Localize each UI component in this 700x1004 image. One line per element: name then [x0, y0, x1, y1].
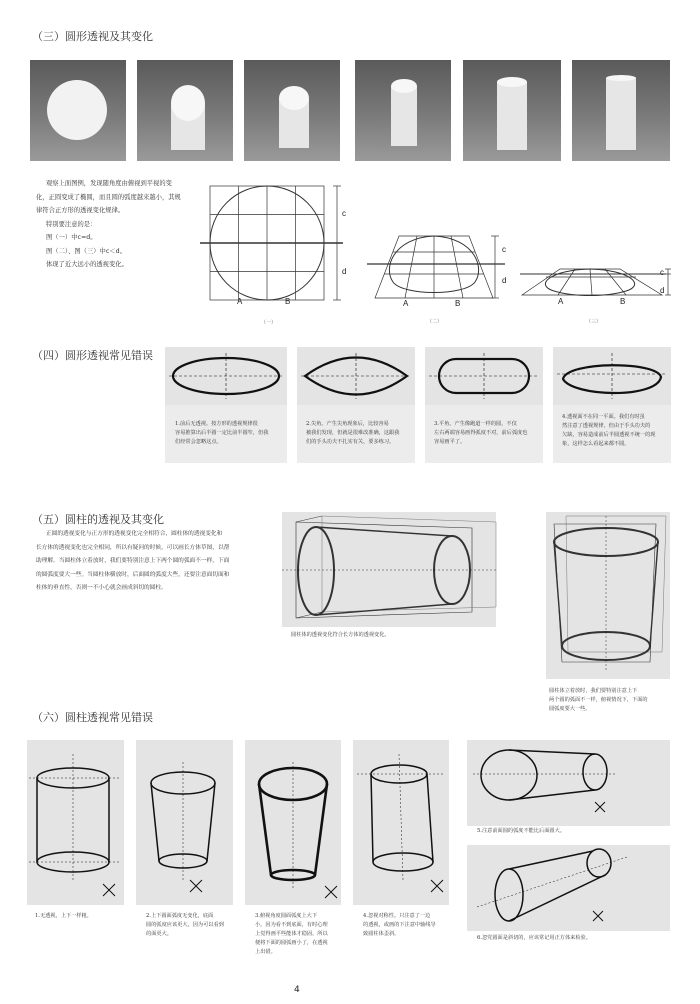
- svg-text:A: A: [403, 299, 409, 308]
- svg-text:B: B: [620, 297, 626, 306]
- photo-cylinder-6: [572, 60, 670, 161]
- cyl-error-caption-6: 6.忽党圆面是斜切的，应该常记用正方体来检验。: [477, 935, 591, 941]
- horizontal-cylinder-figure: [282, 512, 496, 627]
- photo-cylinder-3: [244, 60, 340, 161]
- section-4-title: （四）圆形透视常见错误: [32, 349, 153, 362]
- error-caption-3: 3.平角。产生像跑道一样的圆，不仅 左右两端容易画得弧度不对，前后弧度也 容易画平了。: [434, 421, 528, 445]
- error-panel-3: [425, 347, 543, 405]
- cyl-error-panel-2: [136, 740, 233, 905]
- cyl-error-caption-4: 4.忽视对称性。只注意了一边 的透视，或画的下注意中轴线导 致圆柱体歪斜。: [363, 913, 436, 937]
- section-5-text: 正圆的透视变化与正方形的透视变化完全相符合，圆柱体的透视变化和 长方体的透视变化也完全相同，所以有疑问的时候，可以画长方体草图，以帮 助理解。当圆柱体立着放时，我们要特别注意上下两个圆的弧面不一样，下面 的圆弧度要大一些。当圆柱体横放时，后面圆的弧度大些，还要注意面切面和 柱体的垂直性，否则一不小心就会画成斜切的圆柱。: [36, 531, 230, 591]
- svg-text:A: A: [558, 297, 564, 306]
- cylinder-top-view-image: [30, 60, 126, 161]
- diagram-flat-ellipse: [520, 255, 680, 330]
- svg-text:d: d: [502, 276, 507, 285]
- cyl-error-caption-5: 5.注意前面圆的弧度不能比后面圆大。: [477, 828, 565, 834]
- photo-cylinder-1: [30, 60, 126, 161]
- photo-cylinder-4: [355, 60, 451, 161]
- photo-cylinder-2: [137, 60, 233, 161]
- diagram-ellipse-perspective: [365, 220, 515, 330]
- svg-text:（二）: （二）: [427, 319, 443, 325]
- svg-text:（三）: （三）: [586, 319, 602, 325]
- svg-text:c: c: [342, 209, 346, 218]
- cyl-error-caption-1: 1.无透视，上下一样粗。: [35, 913, 92, 919]
- photo-cylinder-5: [463, 60, 561, 161]
- svg-text:d: d: [342, 267, 347, 276]
- cyl-error-panel-3: [245, 740, 341, 905]
- page-number: 4: [294, 985, 300, 995]
- section-3-title: （三）圆形透视及其变化: [32, 30, 153, 43]
- svg-text:B: B: [455, 299, 461, 308]
- diagram-circle-grid: [195, 180, 365, 330]
- vertical-cylinder-caption: 圆柱体立着放时，我们要特别注意上下 两个圆的弧面不一样，俯视情况下，下面的 圆弧度要大一些。: [549, 688, 648, 712]
- error-caption-4: 4.透视面不在同一平面。我们有时虽 然注意了透视规律，但由于手头功夫的 欠缺，容易造成前后半圆透视不统一的现 象，这样怎么看起来都不圆。: [562, 414, 656, 447]
- cyl-error-panel-4: [353, 740, 449, 905]
- error-panel-2: [297, 347, 415, 405]
- svg-text:（一）: （一）: [261, 320, 277, 326]
- section-3-text: 观察上面图例，发现随角度由俯视到平视的变 化，正圆变成了椭圆，而且圆的弧度越来越小，其规 律符合正方形的透视变化规律。 特别要注意的是： 图（一）中c=d。 图（二）、图（三）中c＜d。 体现了近大远小的透视变化。: [36, 180, 181, 268]
- section-6-title: （六）圆柱透视常见错误: [32, 711, 153, 724]
- section-5-title: （五）圆柱的透视及其变化: [32, 513, 164, 526]
- svg-text:B: B: [285, 297, 291, 306]
- svg-text:c: c: [502, 245, 506, 254]
- svg-text:A: A: [237, 297, 243, 306]
- cyl-error-panel-1: [27, 740, 124, 905]
- vertical-cylinder-figure: [546, 512, 670, 679]
- horizontal-cylinder-caption: 圆柱体的透视变化符合长方体的透视变化。: [291, 632, 390, 638]
- error-caption-1: 1.前后无透视。按方形的透视规律很 容易推算出后半圆一定比前半圆窄，但我 们经常会忽略这点。: [175, 421, 269, 445]
- cyl-error-caption-2: 2.上下圆面弧度无变化，底面 圆的弧度应该更大，因为可以看到 的面更大。: [146, 913, 224, 937]
- svg-text:c: c: [660, 268, 664, 277]
- cyl-error-caption-3: 3.俯视角度圆面弧度上大下 小。因为看不到底面，有时心理 上觉得画平些能体才稳固，所以 便将下面的圆弧画小了，在透视 上出错。: [255, 913, 328, 955]
- cyl-error-panel-5: [467, 740, 670, 826]
- svg-text:d: d: [660, 286, 665, 295]
- error-panel-4: [553, 347, 671, 405]
- cyl-error-panel-6: [467, 845, 670, 931]
- error-caption-2: 2.尖角。产生尖角现象后，比较容易 被我们发现，但就是很难改准确，这跟我 们的手头功夫不扎实有关，要多练习。: [306, 421, 400, 445]
- error-panel-1: [165, 347, 287, 405]
